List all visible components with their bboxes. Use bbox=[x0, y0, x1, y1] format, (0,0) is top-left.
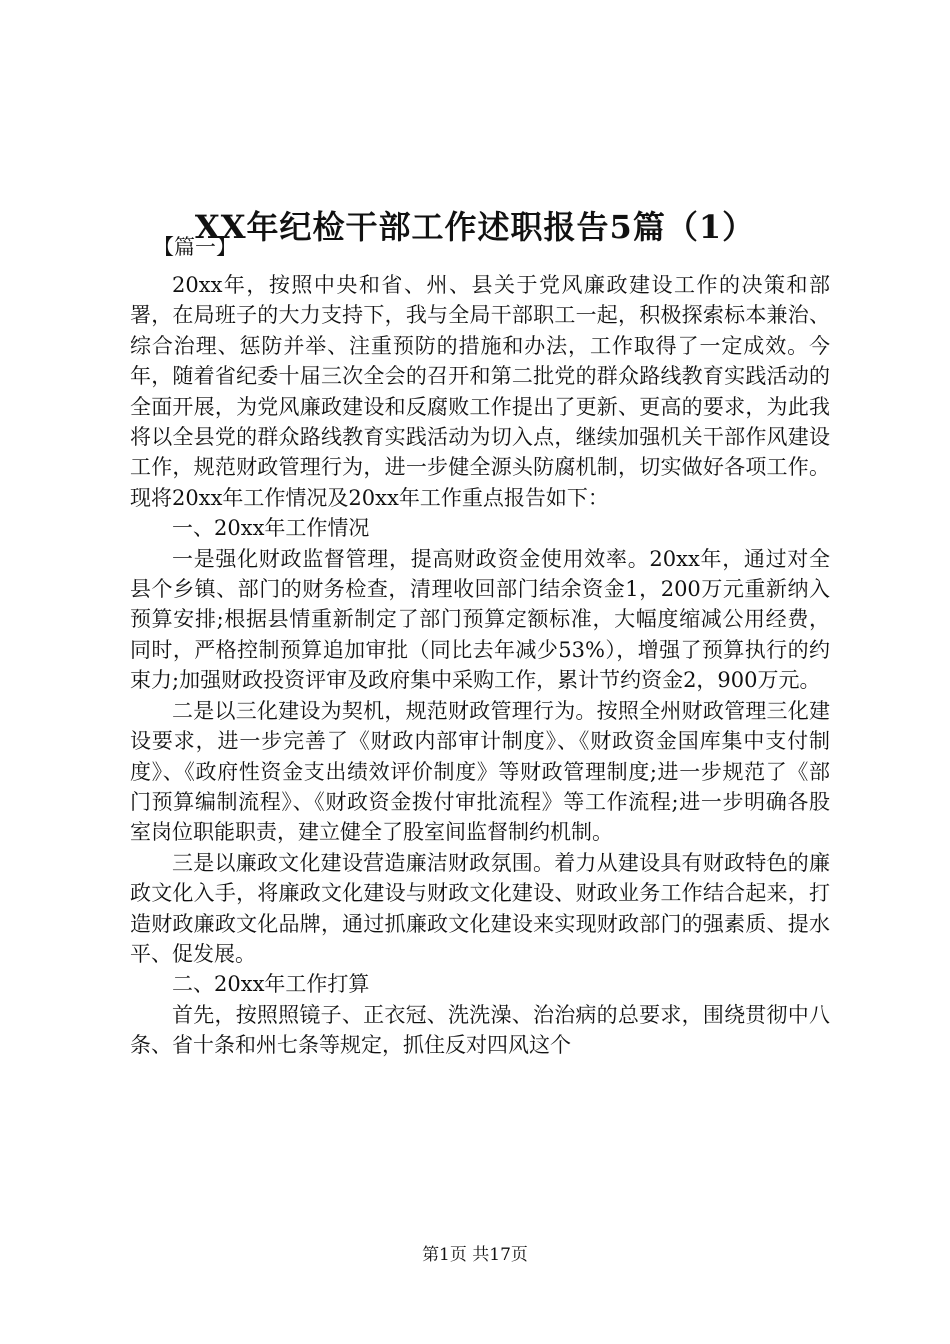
paragraph: 二是以三化建设为契机，规范财政管理行为。按照全州财政管理三化建设要求，进一步完善了《财政内部审计制度》、《财政资金国库集中支付制度》、《政府性资金支出绩效评价制度》等财政管理制度;进一步规范了《部门预算编制流程》、《财政资金拨付审批流程》等工作流程;进一步明确各股室岗位职能职责，建立健全了股室间监督制约机制。 bbox=[130, 698, 830, 845]
paragraph: 首先，按照照镜子、正衣冠、洗洗澡、治治病的总要求，围绕贯彻中八条、省十条和州七条等规定，抓住反对四风这个 bbox=[130, 1002, 830, 1058]
document-title: XX年纪检干部工作述职报告5篇（1） bbox=[194, 208, 756, 247]
document-body bbox=[130, 240, 830, 1061]
section-label: 【篇一】 bbox=[153, 235, 237, 259]
paragraph: 一是强化财政监督管理，提高财政资金使用效率。20xx年，通过对全县个乡镇、部门的财务检查，清理收回部门结余资金1，200万元重新纳入预算安排;根据县情重新制定了部门预算定额标准，大幅度缩减公用经费，同时，严格控制预算追加审批（同比去年减少53%），增强了预算执行的约束力;加强财政投资评审及政府集中采购工作，累计节约资金2，900万元。 bbox=[130, 546, 830, 693]
page-number: 第1页 共17页 bbox=[422, 1245, 528, 1265]
section-heading: 二、20xx年工作打算 bbox=[172, 972, 370, 997]
paragraph: 三是以廉政文化建设营造廉洁财政氛围。着力从建设具有财政特色的廉政文化入手，将廉政文化建设与财政文化建设、财政业务工作结合起来，打造财政廉政文化品牌，通过抓廉政文化建设来实现财政部门的强素质、提水平、促发展。 bbox=[130, 850, 830, 966]
section-heading: 一、20xx年工作情况 bbox=[172, 516, 370, 541]
paragraph: 20xx年，按照中央和省、州、县关于党风廉政建设工作的决策和部署，在局班子的大力支持下，我与全局干部职工一起，积极探索标本兼治、综合治理、惩防并举、注重预防的措施和办法，工作取得了一定成效。今年，随着省纪委十届三次全会的召开和第二批党的群众路线教育实践活动的全面开展，为党风廉政建设和反腐败工作提出了更新、更高的要求，为此我将以全县党的群众路线教育实践活动为切入点，继续加强机关干部作风建设工作，规范财政管理行为，进一步健全源头防腐机制，切实做好各项工作。现将20xx年工作情况及20xx年工作重点报告如下： bbox=[130, 273, 830, 510]
